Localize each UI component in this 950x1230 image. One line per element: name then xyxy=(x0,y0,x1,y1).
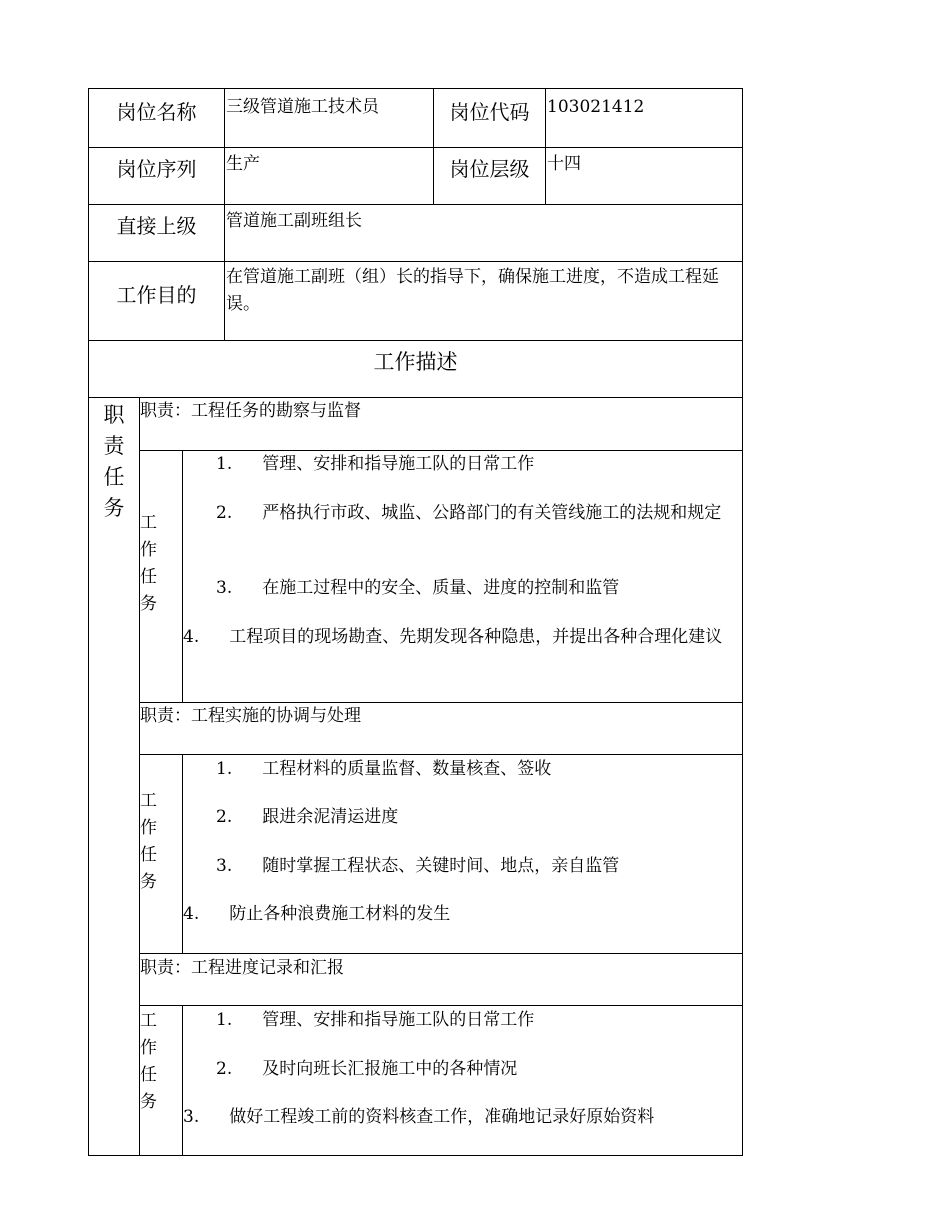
task-item xyxy=(216,1056,736,1083)
objective-value: 在管道施工副班（组）长的指导下，确保施工进度，不造成工程延误。 xyxy=(226,267,719,314)
task-side-char: 工 xyxy=(140,1011,157,1031)
description-title: 工作描述 xyxy=(373,350,458,374)
task-side-char: 作 xyxy=(140,818,157,838)
sequence-value: 生产 xyxy=(226,154,260,174)
task-text: 工程项目的现场勘查、先期发现各种隐患，并提出各种合理化建议 xyxy=(229,627,723,647)
task-item xyxy=(216,575,736,602)
level-value: 十四 xyxy=(547,154,581,174)
supervisor-label: 直接上级 xyxy=(116,214,197,238)
duty-title: 职责：工程进度记录和汇报 xyxy=(140,958,344,978)
level-label: 岗位层级 xyxy=(449,157,530,181)
position-name-label: 岗位名称 xyxy=(116,100,197,124)
objective-label: 工作目的 xyxy=(116,283,197,307)
task-number: 1. xyxy=(216,759,233,779)
task-number: 2. xyxy=(216,503,233,523)
task-number: 2. xyxy=(216,1059,233,1079)
task-side-label xyxy=(140,1008,160,1116)
duty-side-char: 职 xyxy=(103,403,125,427)
task-text: 严格执行市政、城监、公路部门的有关管线施工的法规和规定 xyxy=(262,503,722,523)
task-side-char: 任 xyxy=(140,1065,157,1085)
task-text: 在施工过程中的安全、质量、进度的控制和监管 xyxy=(262,578,620,598)
task-number: 3. xyxy=(216,578,233,598)
position-code-value: 103021412 xyxy=(547,97,645,117)
task-side-char: 作 xyxy=(140,540,157,560)
task-item xyxy=(216,500,736,527)
task-item xyxy=(216,804,736,831)
task-text: 管理、安排和指导施工队的日常工作 xyxy=(262,1010,535,1030)
task-side-char: 务 xyxy=(140,1092,157,1112)
position-name-value: 三级管道施工技术员 xyxy=(226,97,379,117)
task-side-char: 工 xyxy=(140,791,157,811)
task-side-char: 务 xyxy=(140,872,157,892)
duty-title: 职责：工程任务的勘察与监督 xyxy=(140,401,361,421)
sequence-label: 岗位序列 xyxy=(116,157,197,181)
task-side-char: 任 xyxy=(140,567,157,587)
task-item xyxy=(183,901,739,928)
task-item xyxy=(183,624,739,651)
task-item xyxy=(216,451,736,478)
duty-title: 职责：工程实施的协调与处理 xyxy=(140,706,361,726)
duty-side-char: 务 xyxy=(103,496,125,520)
duty-side-char: 任 xyxy=(103,465,125,489)
task-text: 跟进余泥清运进度 xyxy=(262,807,399,827)
task-number: 1. xyxy=(216,454,233,474)
duty-side-char: 责 xyxy=(103,434,125,458)
task-item xyxy=(216,1007,736,1034)
task-text: 随时掌握工程状态、关键时间、地点，亲自监管 xyxy=(262,856,620,876)
task-text: 做好工程竣工前的资料核查工作，准确地记录好原始资料 xyxy=(229,1107,655,1127)
task-number: 3. xyxy=(216,856,233,876)
task-number: 4. xyxy=(183,904,200,924)
task-side-label xyxy=(140,510,160,618)
task-text: 及时向班长汇报施工中的各种情况 xyxy=(262,1059,518,1079)
task-number: 2. xyxy=(216,807,233,827)
task-item xyxy=(183,1104,739,1131)
task-item xyxy=(216,756,736,783)
task-text: 工程材料的质量监督、数量核查、签收 xyxy=(262,759,552,779)
task-side-char: 作 xyxy=(140,1038,157,1058)
task-number: 3. xyxy=(183,1107,200,1127)
supervisor-value: 管道施工副班组长 xyxy=(226,211,362,231)
task-item xyxy=(216,853,736,880)
task-side-char: 工 xyxy=(140,513,157,533)
duty-side-label xyxy=(102,400,126,524)
task-side-char: 务 xyxy=(140,594,157,614)
task-side-char: 任 xyxy=(140,845,157,865)
task-number: 1. xyxy=(216,1010,233,1030)
task-side-label xyxy=(140,788,160,896)
position-code-label: 岗位代码 xyxy=(449,100,530,124)
task-text: 管理、安排和指导施工队的日常工作 xyxy=(262,454,535,474)
task-text: 防止各种浪费施工材料的发生 xyxy=(229,904,451,924)
task-number: 4. xyxy=(183,627,200,647)
